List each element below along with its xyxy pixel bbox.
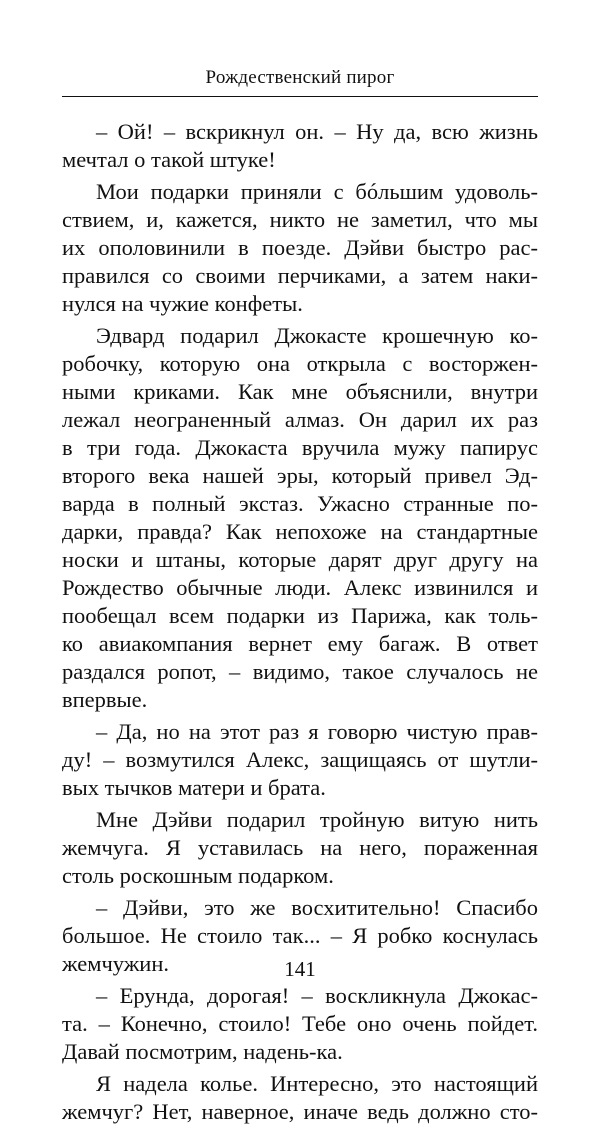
text-line: правился со своими перчиками, а затем наки- [62,263,538,288]
text-line: та. – Конечно, стоило! Тебе оно очень пойдет. [62,1011,538,1036]
text-line: их ополовинили в поезде. Дэйви быстро рас- [62,235,538,260]
paragraph [62,178,538,318]
text-line: – Ой! – вскрикнул он. – Ну да, всю жизнь [96,119,538,144]
text-line: – Дэйви, это же восхитительно! Спасибо [96,895,538,920]
running-head: Рождественский пирог [205,67,395,88]
text-line: второго века нашей эры, который привел Эд- [62,463,538,488]
text-line: Эдвард подарил Джокасте крошечную ко- [96,323,538,348]
text-line: вых тычков матери и брата. [62,775,326,800]
book-page [62,0,538,1124]
text-line: пообещал всем подарки из Парижа, как толь- [62,603,538,628]
text-line: ко авиакомпания вернет ему багаж. В ответ [62,631,538,656]
text-line: Давай посмотрим, надень-ка. [62,1039,343,1064]
text-line: мечтал о такой штуке! [62,147,276,172]
text-line: столь роскошным подарком. [62,863,334,888]
text-line: раздался ропот, – видимо, такое случалось не [62,659,538,684]
text-line: нулся на чужие конфеты. [62,291,303,316]
text-line: – Ерунда, дорогая! – воскликнула Джокас- [96,983,538,1008]
text-line: ствием, и, кажется, никто не заметил, что мы [62,207,538,232]
text-line: Рождество обычные люди. Алекс извинился и [62,575,538,600]
text-line: большое. Не стоило так... – Я робко коснулась [62,923,538,948]
page-number: 141 [284,957,316,981]
text-line: лежал неограненный алмаз. Он дарил их раз [62,407,538,432]
text-line: Мои подарки приняли с бóльшим удоволь- [96,179,538,204]
text-line: жемчуг? Нет, наверное, иначе ведь должно сто- [62,1099,538,1124]
paragraph [62,982,538,1066]
text-line: в три года. Джокаста вручила мужу папирус [62,435,538,460]
text-line: ными криками. Как мне объяснили, внутри [62,379,538,404]
paragraph [62,322,538,714]
paragraph [62,718,538,802]
text-line: жемчужин. [62,951,169,976]
text-line: ду! – возмутился Алекс, защищаясь от шутли- [62,747,538,772]
text-line: жемчуга. Я уставилась на него, пораженная [62,835,538,860]
text-line: Я надела колье. Интересно, это настоящий [96,1071,538,1096]
header-rule [62,96,538,97]
paragraph [62,118,538,174]
text-line: дарки, правда? Как непохоже на стандартные [62,519,538,544]
text-line: Мне Дэйви подарил тройную витую нить [96,807,538,832]
paragraph [62,806,538,890]
text-line: варда в полный экстаз. Ужасно странные по- [62,491,538,516]
text-line: впервые. [62,687,148,712]
paragraph [62,1070,538,1126]
text-line: носки и штаны, которые дарят друг другу на [62,547,538,572]
text-line: робочку, которую она открыла с восторжен- [62,351,538,376]
text-line: – Да, но на этот раз я говорю чистую прав- [96,719,538,744]
